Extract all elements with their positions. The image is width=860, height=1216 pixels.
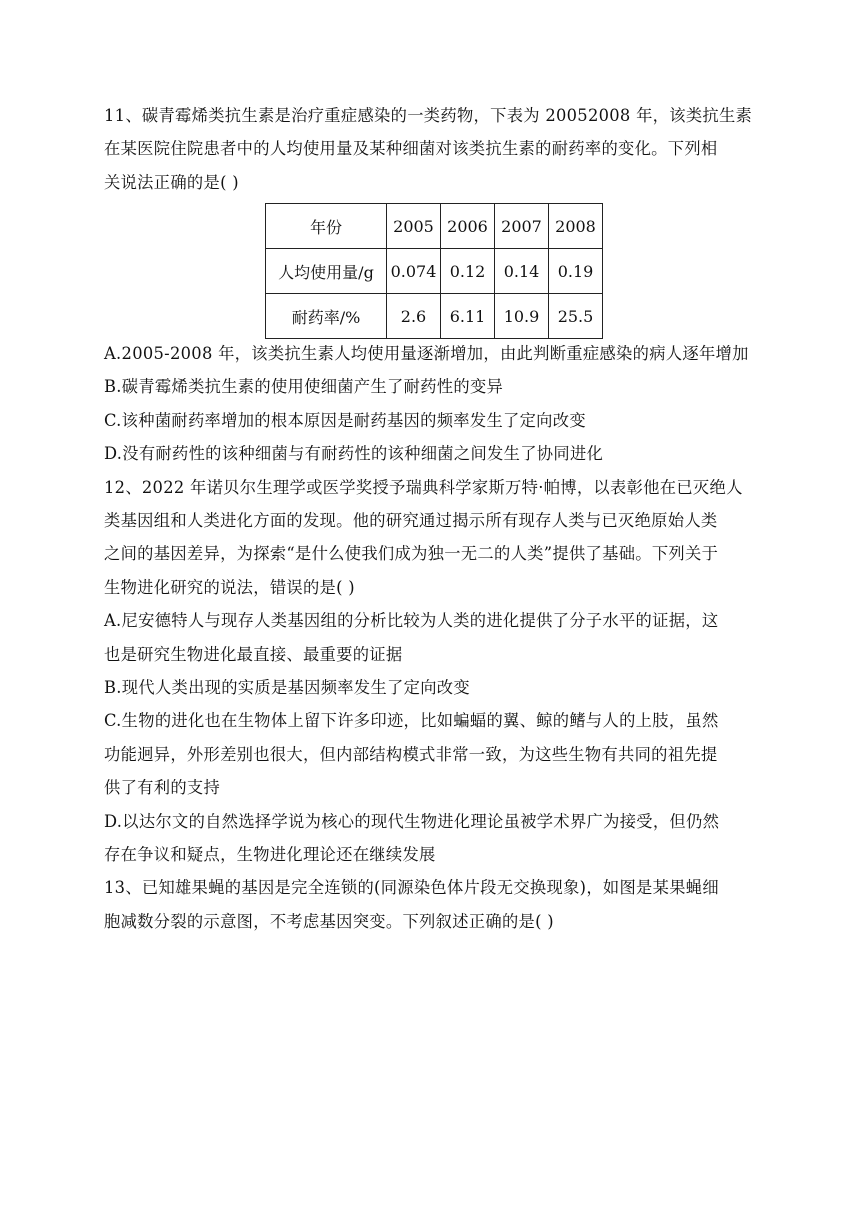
q12-option-d-line-1: D.以达尔文的自然选择学说为核心的现代生物进化理论虽被学术界广为接受，但仍然	[104, 811, 720, 831]
table-header-cell: 2007	[495, 204, 549, 249]
table-row	[266, 294, 603, 339]
table-cell: 0.14	[495, 249, 549, 294]
q11-option-a: A.2005-2008 年，该类抗生素人均使用量逐渐增加，由此判断重症感染的病人逐年增加	[104, 344, 749, 363]
q11-option-c: C.该种菌耐药率增加的根本原因是耐药基因的频率发生了定向改变	[104, 410, 586, 430]
table-row	[266, 204, 603, 249]
q12-option-b: B.现代人类出现的实质是基因频率发生了定向改变	[104, 678, 470, 698]
table-header-cell: 2006	[441, 204, 495, 249]
q12-option-c-line-1: C.生物的进化也在生物体上留下许多印迹，比如蝙蝠的翼、鲸的鳍与人的上肢，虽然	[104, 711, 719, 731]
q13-line-1: 13、已知雄果蝇的基因是完全连锁的(同源染色体片段无交换现象)，如图是某果蝇细	[104, 878, 719, 898]
q11-stem-line-3: 关说法正确的是( )	[104, 172, 239, 192]
q12-option-c-line-2: 功能迥异，外形差别也很大，但内部结构模式非常一致，为这些生物有共同的祖先提	[104, 744, 718, 764]
table-cell: 人均使用量/g	[266, 249, 387, 294]
q12-option-d-line-2: 存在争议和疑点，生物进化理论还在继续发展	[104, 845, 436, 865]
q11-data-table	[265, 203, 603, 339]
q12-option-a-line-1: A.尼安德特人与现存人类基因组的分析比较为人类的进化提供了分子水平的证据，这	[104, 611, 719, 631]
q11-option-d: D.没有耐药性的该种细菌与有耐药性的该种细菌之间发生了协同进化	[104, 444, 604, 464]
table-cell: 25.5	[549, 294, 603, 339]
q13-line-2: 胞减数分裂的示意图，不考虑基因突变。下列叙述正确的是( )	[104, 911, 554, 931]
table-cell: 0.19	[549, 249, 603, 294]
table-cell: 耐药率/%	[266, 294, 387, 339]
q12-line-2: 类基因组和人类进化方面的发现。他的研究通过揭示所有现存人类与已灭绝原始人类	[104, 511, 718, 530]
q11-stem-line-2: 在某医院住院患者中的人均使用量及某种细菌对该类抗生素的耐药率的变化。下列相	[104, 139, 718, 159]
q12-line-3: 之间的基因差异，为探索“是什么使我们成为独一无二的人类”提供了基础。下列关于	[104, 544, 719, 564]
q12-option-c-line-3: 供了有利的支持	[104, 778, 221, 798]
q11-stem-line-1: 11、碳青霉烯类抗生素是治疗重症感染的一类药物，下表为 20052008 年，该类抗生素	[104, 106, 753, 125]
table-cell: 0.074	[387, 249, 441, 294]
table-cell: 10.9	[495, 294, 549, 339]
question-11-options	[104, 337, 764, 471]
table-row	[266, 249, 603, 294]
question-12	[104, 471, 764, 872]
question-11-stem	[104, 99, 764, 199]
table-header-cell: 年份	[266, 204, 387, 249]
table-cell: 2.6	[387, 294, 441, 339]
table-header-cell: 2005	[387, 204, 441, 249]
table-cell: 0.12	[441, 249, 495, 294]
q12-option-a-line-2: 也是研究生物进化最直接、最重要的证据	[104, 644, 403, 664]
q12-line-1: 12、2022 年诺贝尔生理学或医学奖授予瑞典科学家斯万特·帕博，以表彰他在已灭绝人	[104, 477, 743, 497]
q12-line-4: 生物进化研究的说法，错误的是( )	[104, 577, 355, 597]
q11-option-b: B.碳青霉烯类抗生素的使用使细菌产生了耐药性的变异	[104, 377, 504, 397]
table-cell: 6.11	[441, 294, 495, 339]
question-13	[104, 871, 764, 938]
table-header-cell: 2008	[549, 204, 603, 249]
